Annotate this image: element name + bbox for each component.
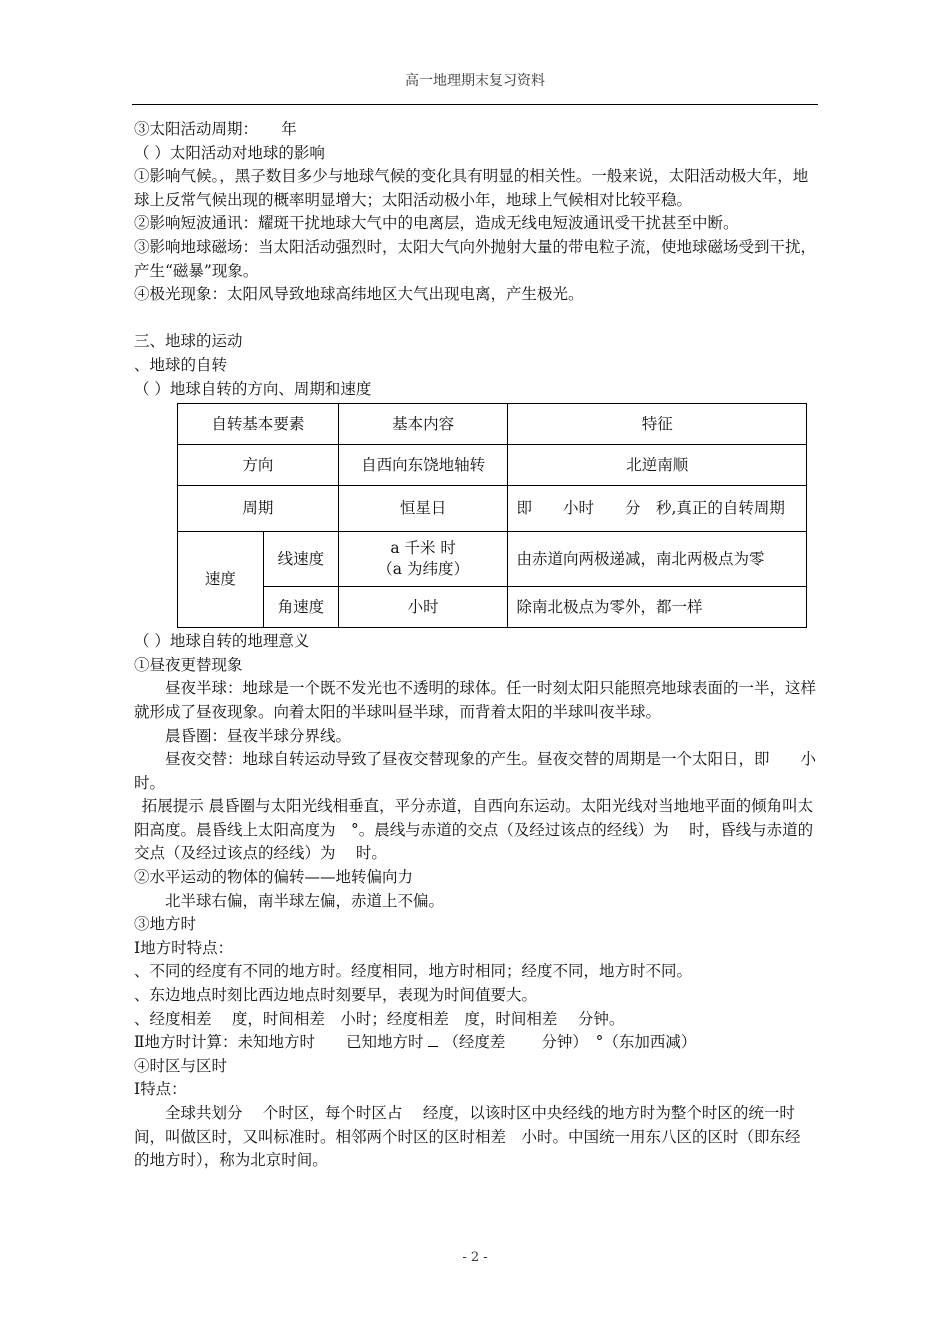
impact-aurora: ④极光现象：太阳风导致地球高纬地区大气出现电离，产生极光。 [134,285,584,304]
table-cell [338,532,508,587]
table-cell: 速度 [178,532,264,628]
day-night-hemisphere: 昼夜半球：地球是一个既不发光也不透明的球体。任一时刻太阳只能照亮地球表面的一半，这样就形成了昼夜现象。向着太阳的半球叫昼半球，而背着太阳的半球叫夜半球。 [134,679,817,721]
rotation-item1-title: （ ）地球自转的方向、周期和速度 [134,379,372,398]
time-zone-title: ④时区与区时 [134,1056,228,1075]
table-row [178,445,807,486]
table-cell: 北逆南顺 [508,445,807,486]
table-cell: 角速度 [263,587,338,628]
local-time-title: ③地方时 [134,915,197,934]
solar-impact-heading: （ ）太阳活动对地球的影响 [134,143,325,162]
table-cell: 除南北极点为零外，都一样 [508,587,807,628]
rotation-subtitle: 、地球的自转 [134,355,228,374]
rotation-item2-title: （ ）地球自转的地理意义 [134,632,310,651]
section3-title: 三、地球的运动 [134,332,243,351]
local-time-feature-title: Ⅰ地方时特点： [134,938,234,957]
document-body [134,118,832,1173]
local-time-feature: 、东边地点时刻比西边地点时刻要早，表现为时间值要大。 [134,986,538,1005]
linear-speed-formula: a 千米 时 [390,539,456,558]
table-cell: 由赤道向两极递减，南北两极点为零 [508,532,807,587]
header-divider [132,104,818,105]
table-row [178,532,807,587]
page-number: - 2 - [462,1250,488,1265]
local-time-feature: 、不同的经度有不同的地方时。经度相同，地方时相同；经度不同，地方时不同。 [134,962,693,981]
local-time-calculation [134,1031,818,1055]
deflection-text: 北半球右偏，南半球左偏，赤道上不偏。 [165,891,445,910]
solar-cycle-line: ③太阳活动周期： 年 [134,120,297,138]
table-header-cell: 自转基本要素 [178,404,339,445]
calc-suffix: （经度差 分钟） °（东加西减） [443,1033,697,1052]
day-night-alternation: 昼夜交替：地球自转运动导致了昼夜交替现象的产生。昼夜交替的周期是一个太阳日，即 小时。 [134,750,817,792]
table-header-cell: 特征 [508,404,807,445]
table-cell: 恒星日 [338,486,508,532]
terminator-definition: 晨昏圈：昼夜半球分界线。 [165,726,352,745]
spacer [134,307,818,331]
table-row [178,486,807,532]
table-cell: 即 小时 分 秒,真正的自转周期 [508,486,807,532]
table-row [178,587,807,628]
deflection-title: ②水平运动的物体的偏转——地转偏向力 [134,868,414,887]
rotation-table [177,403,807,628]
time-zone-feature-title: Ⅰ特点： [134,1080,187,1099]
day-night-title: ①昼夜更替现象 [134,655,243,674]
linear-speed-note: （a 为纬度） [377,560,469,579]
impact-magnetic: ③影响地球磁场：当太阳活动强烈时，太阳大气向外抛射大量的带电粒子流，使地球磁场受到干扰，产生“磁暴”现象。 [134,237,817,280]
time-zone-text: 全球共划分 个时区，每个时区占 经度，以该时区中央经线的地方时为整个时区的统一时间，叫做区时，又叫标准时。相邻两个时区的区时相差 小时。中国统一用东八区的区时（即东经 的地方时），称为北京时间。 [134,1104,832,1170]
calc-prefix: Ⅱ地方时计算：未知地方时 已知地方时 [134,1033,424,1052]
impact-shortwave: ②影响短波通讯：耀斑干扰地球大气中的电离层，造成无线电短波通讯受干扰甚至中断。 [134,214,739,233]
table-cell: 线速度 [263,532,338,587]
page-header-title: 高一地理期末复习资料 [405,73,545,89]
table-row [178,404,807,445]
table-cell: 小时 [338,587,508,628]
local-time-feature: 、经度相差 度，时间相差 小时；经度相差 度，时间相差 分钟。 [134,1009,625,1028]
table-cell: 周期 [178,486,339,532]
table-cell: 自西向东饶地轴转 [338,445,508,486]
extension-tip: 拓展提示 晨昏圈与太阳光线相垂直，平分赤道，自西向东运动。太阳光线对当地地平面的倾角叫太阳高度。晨昏线上太阳高度为 °。晨线与赤道的交点（及经过该点的经线）为 时，昏线与赤道的交点（及经过该点的经线）为 时。 [134,797,814,863]
table-cell: 方向 [178,445,339,486]
table-header-cell: 基本内容 [338,404,508,445]
impact-climate: ①影响气候。，黑子数目多少与地球气候的变化具有明显的相关性。一般来说，太阳活动极大年，地球上反常气候出现的概率明显增大；太阳活动极小年，地球上气候相对比较平稳。 [134,167,809,209]
blank-underline [428,1032,438,1047]
